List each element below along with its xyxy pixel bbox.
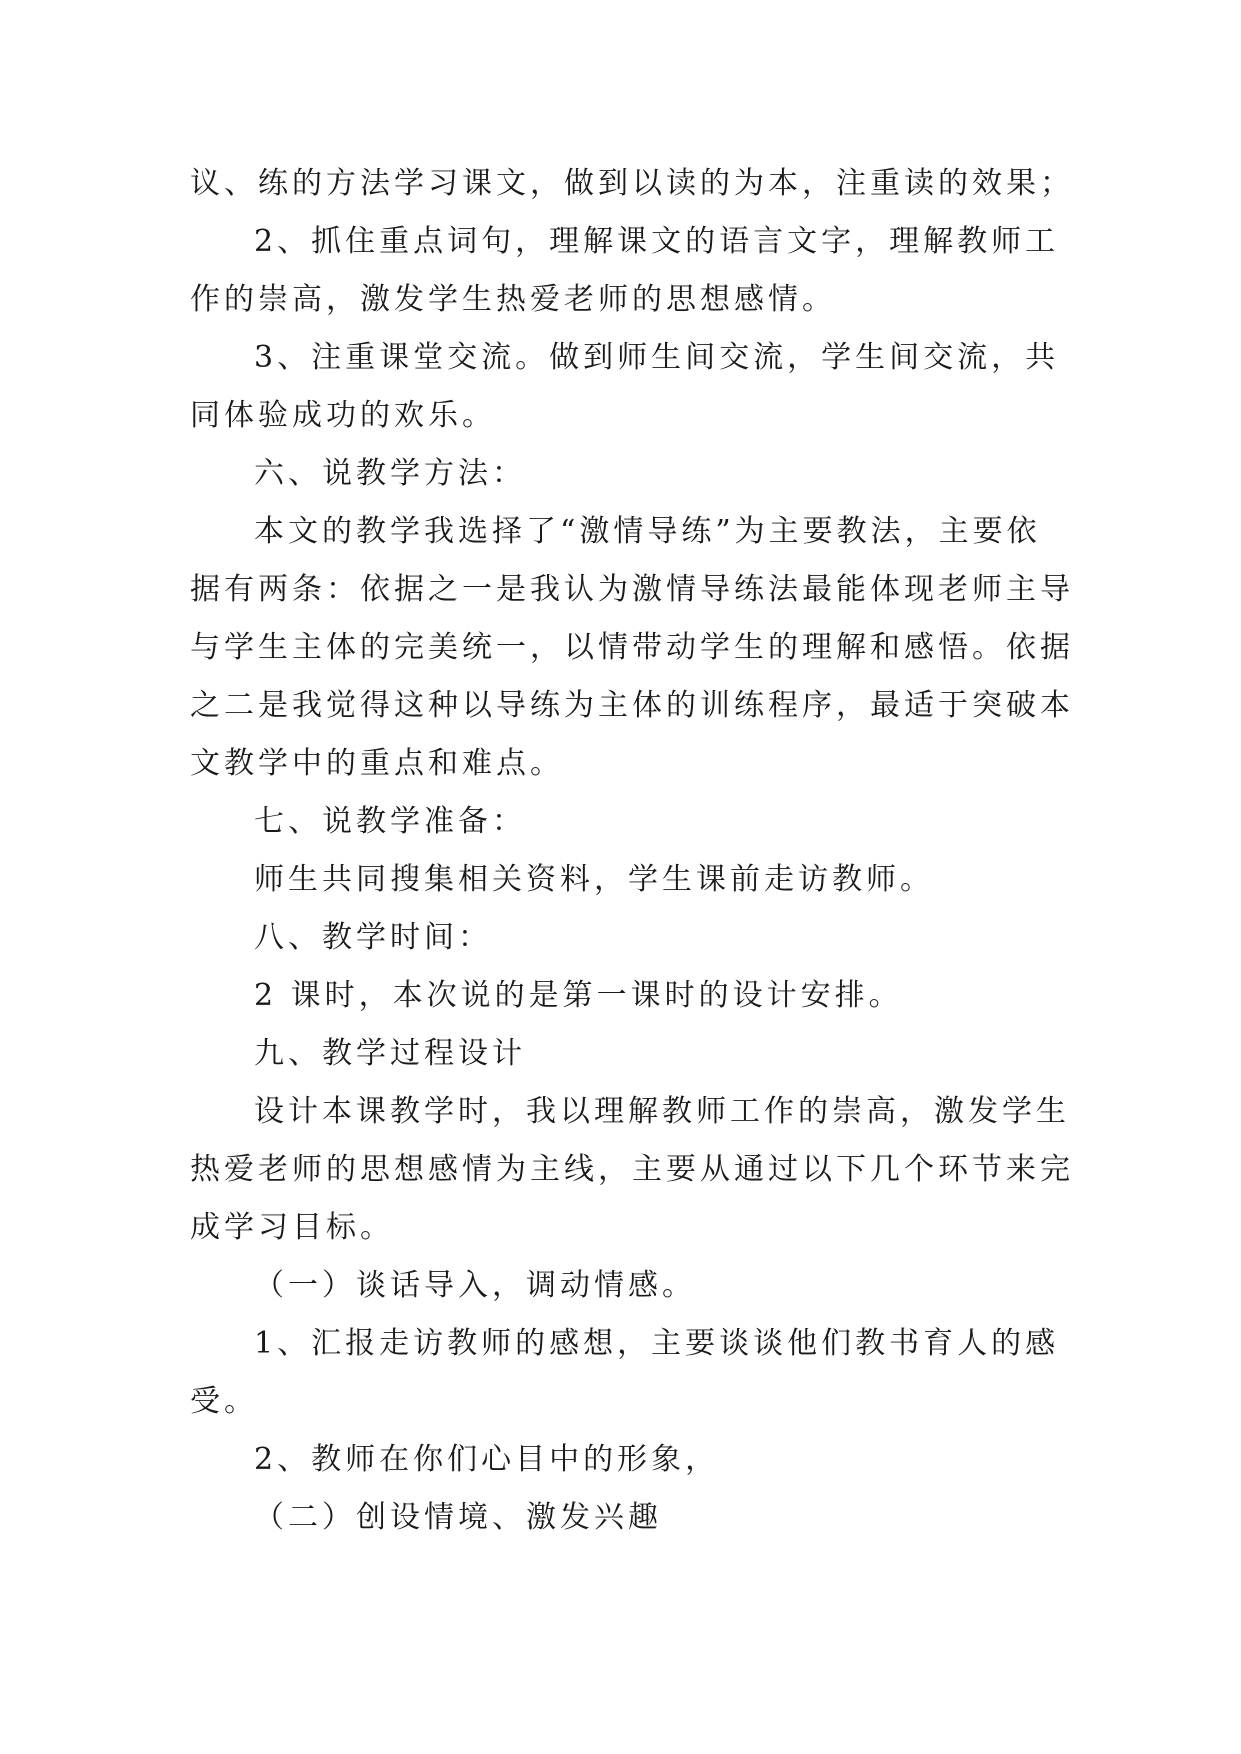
text-line: 之二是我觉得这种以导练为主体的训练程序，最适于突破本 bbox=[190, 688, 1074, 723]
text-line: 与学生主体的完美统一，以情带动学生的理解和感悟。依据 bbox=[190, 630, 1074, 665]
document-page bbox=[190, 158, 1074, 1550]
section-heading: 六、说教学方法： bbox=[254, 456, 526, 491]
section-heading: 九、教学过程设计 bbox=[254, 1036, 526, 1071]
text-line: 成学习目标。 bbox=[190, 1210, 394, 1245]
subsection-heading: （一）谈话导入，调动情感。 bbox=[254, 1268, 696, 1303]
text-line: 师生共同搜集相关资料，学生课前走访教师。 bbox=[254, 862, 934, 897]
text-line: 2、教师在你们心目中的形象， bbox=[254, 1442, 720, 1477]
section-heading: 八、教学时间： bbox=[254, 920, 492, 955]
text-line: 本文的教学我选择了“激情导练”为主要教法，主要依 bbox=[254, 514, 1041, 549]
text-line: 作的崇高，激发学生热爱老师的思想感情。 bbox=[190, 282, 836, 317]
text-line: 文教学中的重点和难点。 bbox=[190, 746, 564, 781]
subsection-heading: （二）创设情境、激发兴趣 bbox=[254, 1500, 662, 1535]
text-line: 议、练的方法学习课文，做到以读的为本，注重读的效果； bbox=[190, 166, 1074, 201]
text-line: 同体验成功的欢乐。 bbox=[190, 398, 496, 433]
text-line: 热爱老师的思想感情为主线，主要从通过以下几个环节来完 bbox=[190, 1152, 1074, 1187]
text-line: 2、抓住重点词句，理解课文的语言文字，理解教师工 bbox=[254, 224, 1060, 259]
text-line: 3、注重课堂交流。做到师生间交流，学生间交流，共 bbox=[254, 340, 1060, 375]
text-line: 受。 bbox=[190, 1384, 258, 1419]
section-heading: 七、说教学准备： bbox=[254, 804, 526, 839]
text-line: 设计本课教学时，我以理解教师工作的崇高，激发学生 bbox=[254, 1094, 1070, 1129]
text-line: 1、汇报走访教师的感想，主要谈谈他们教书育人的感 bbox=[254, 1326, 1060, 1361]
text-line: 2 课时，本次说的是第一课时的设计安排。 bbox=[254, 978, 903, 1013]
text-line: 据有两条：依据之一是我认为激情导练法最能体现老师主导 bbox=[190, 572, 1074, 607]
